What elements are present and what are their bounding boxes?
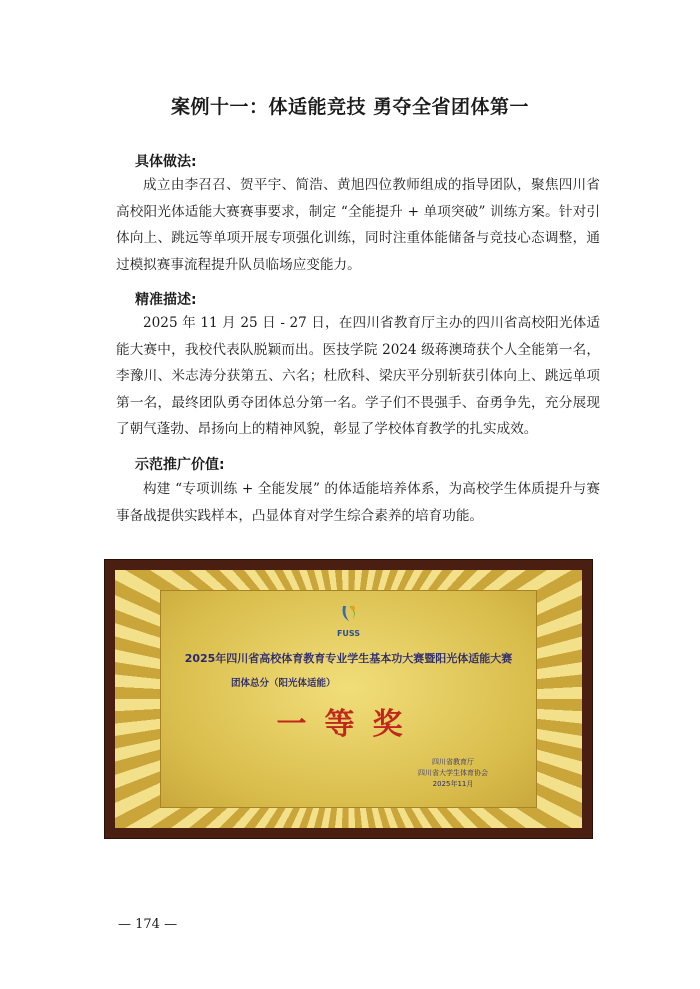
plaque-issuer [418,757,488,790]
section-text-description: 2025 年 11 月 25 日 - 27 日，在四川省教育厅主办的四川省高校阳光体适能大赛中，我校代表队脱颖而出。医技学院 2024 级蒋澳琦获个人全能第一名，李豫川、米志涛分获第五、六名；杜欣科、梁庆平分别斩获引体向上、跳远单项第一名，最终团队勇夺团体总分第一名。学子们不畏强手、奋勇争先，充分展现了朝气蓬勃、昂扬向上的精神风貌，彰显了学校体育教学的扎实成效。 [116,315,600,437]
issuer-1: 四川省教育厅 [432,758,474,766]
award-plaque-photo [105,560,592,838]
plaque-award: 一等奖 [276,707,421,742]
section-text-value: 构建 “专项训练 + 全能发展” 的体适能培养体系，为高校学生体质提升与赛事备战提供实践样本，凸显体育对学生综合素养的培育功能。 [116,481,600,524]
section-heading-value: 示范推广价值: [135,457,225,473]
section-heading-description: 精准描述: [135,292,197,308]
plaque-face [160,590,537,808]
plaque-subtitle: 团体总分（阳光体适能） [231,678,336,689]
fuss-logo [329,603,369,638]
section-text-method: 成立由李召召、贺平宇、简浩、黄旭四位教师组成的指导团队，聚焦四川省高校阳光体适能大赛赛事要求，制定 “全能提升 + 单项突破” 训练方案。针对引体向上、跳远等单项开展专项强化训练，同时注重体能储备与竞技心态调整，通过模拟赛事流程提升队员临场应变能力。 [116,177,600,273]
section-heading-method: 具体做法: [135,154,197,170]
issuer-2: 四川省大学生体育协会 [418,769,488,777]
page-title: 案例十一：体适能竞技 勇夺全省团体第一 [170,96,530,118]
logo-text: FUSS [336,629,361,638]
fuss-logo-icon [338,603,360,625]
plaque-title: 2025年四川省高校体育教育专业学生基本功大赛暨阳光体适能大赛 [184,652,513,665]
issue-date: 2025年11月 [432,780,474,788]
page-number: — 174 — [118,917,178,932]
